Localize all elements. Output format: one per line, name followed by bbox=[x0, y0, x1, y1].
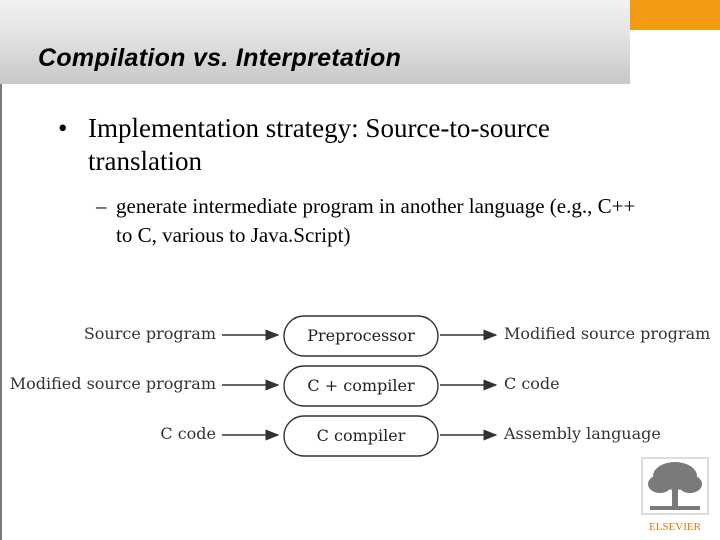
row1-output-label: Modified source program bbox=[504, 324, 711, 343]
sub-bullet-marker: – bbox=[96, 194, 107, 218]
slide-title: Compilation vs. Interpretation bbox=[38, 44, 402, 72]
translation-diagram bbox=[0, 300, 720, 470]
row1-input-label: Source program bbox=[83, 324, 216, 343]
bullet-text: Implementation strategy: Source-to-source translation bbox=[88, 113, 550, 176]
row2-output-label: C code bbox=[504, 374, 560, 393]
diagram-row-1 bbox=[84, 316, 710, 356]
diagram-row-2 bbox=[10, 366, 560, 406]
row3-stage-label: C compiler bbox=[316, 426, 406, 445]
row3-input-label: C code bbox=[160, 424, 216, 443]
bullet-marker: • bbox=[58, 113, 68, 143]
row2-input-label: Modified source program bbox=[9, 374, 216, 393]
logo-text: ELSEVIER bbox=[649, 521, 701, 533]
elsevier-logo bbox=[640, 456, 710, 538]
accent-block bbox=[630, 0, 720, 30]
row3-output-label: Assembly language bbox=[504, 424, 661, 443]
row2-stage-label: C + compiler bbox=[307, 376, 415, 395]
sub-bullet-text: generate intermediate program in another language (e.g., C++ to C, various to Java.Script) bbox=[116, 194, 636, 247]
diagram-row-3 bbox=[160, 416, 661, 456]
row1-stage-label: Preprocessor bbox=[307, 326, 415, 345]
